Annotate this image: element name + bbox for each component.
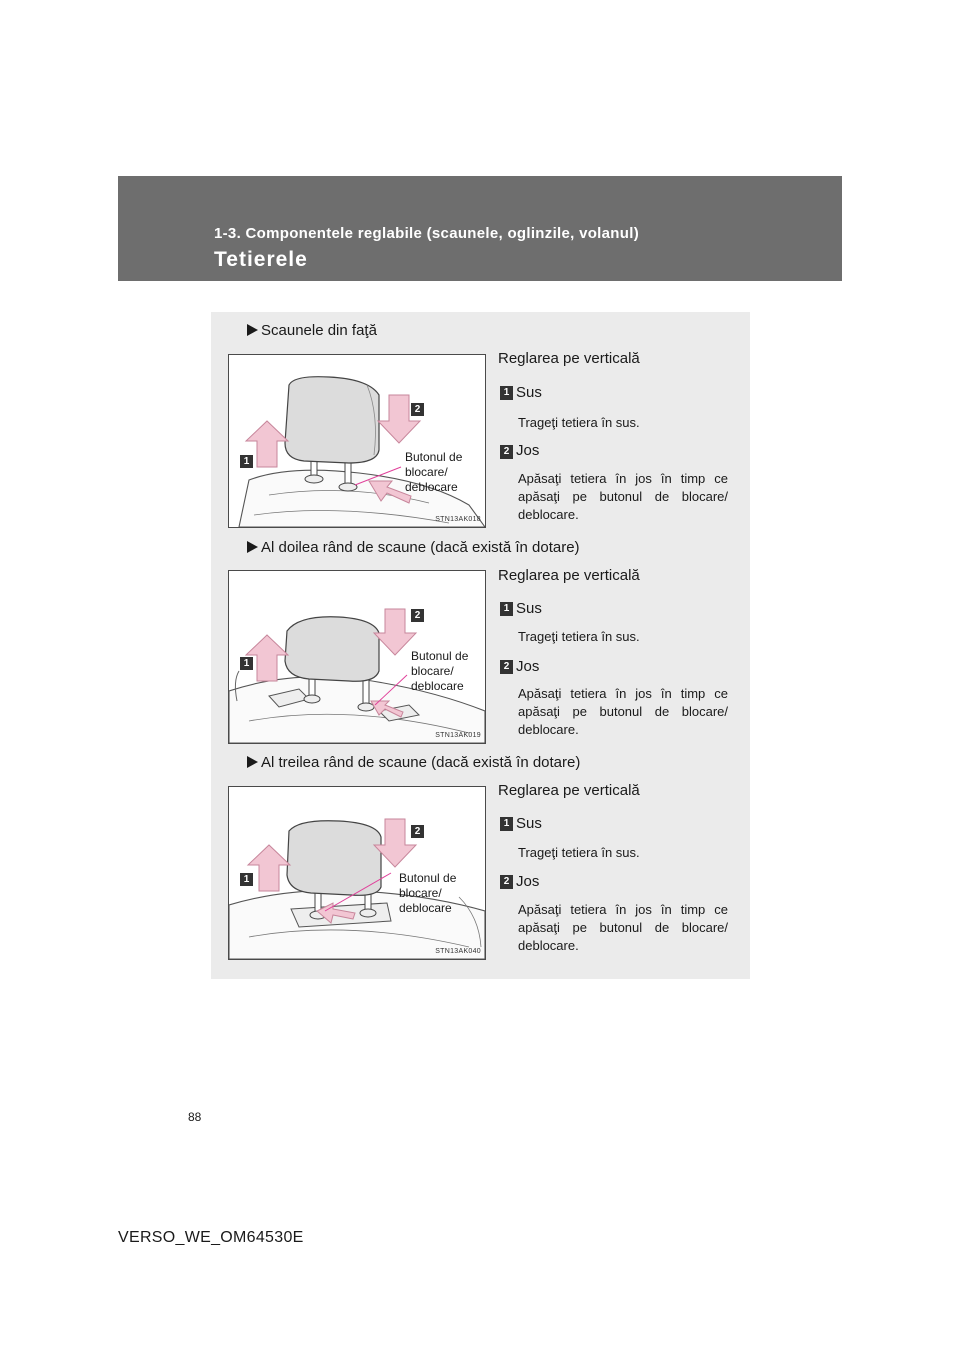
step-2-icon: 2	[500, 660, 513, 674]
step-1-icon: 1	[500, 817, 513, 831]
step-2-badge-icon: 2	[411, 609, 424, 622]
figure-code: STN13AK018	[435, 516, 481, 523]
step-2-title: Jos	[516, 658, 540, 675]
figure-third-row	[228, 786, 486, 960]
step-2-desc: Apăsaţi tetiera în jos în timp ce apăsaţi pe butonul de blocare/ deblocare.	[518, 902, 728, 953]
instructions-front	[498, 350, 730, 540]
page-header	[118, 176, 842, 281]
page-title: Tetierele	[214, 248, 308, 271]
adjust-label: Reglarea pe verticală	[498, 782, 640, 799]
step-1-badge-icon: 1	[240, 657, 253, 670]
lock-button-callout: Butonul de blocare/ deblocare	[411, 649, 469, 693]
step-2-badge-icon: 2	[411, 825, 424, 838]
section-heading-second-row: Al doilea rând de scaune (dacă există în dotare)	[247, 539, 580, 556]
document-code: VERSO_WE_OM64530E	[118, 1229, 304, 1246]
step-1-badge-icon: 1	[240, 455, 253, 468]
triangle-bullet-icon	[247, 541, 258, 553]
adjust-label: Reglarea pe verticală	[498, 567, 640, 584]
step-1-desc: Trageţi tetiera în sus.	[518, 845, 640, 860]
section-heading-front: Scaunele din faţă	[247, 322, 377, 339]
step-1-title: Sus	[516, 815, 542, 832]
step-1-title: Sus	[516, 384, 542, 401]
step-2-desc: Apăsaţi tetiera în jos în timp ce apăsaţi pe butonul de blocare/ deblocare.	[518, 471, 728, 522]
lock-button-callout: Butonul de blocare/ deblocare	[399, 871, 457, 915]
step-2-badge-icon: 2	[411, 403, 424, 416]
figure-code: STN13AK019	[435, 732, 481, 739]
step-1-badge-icon: 1	[240, 873, 253, 886]
step-1-title: Sus	[516, 600, 542, 617]
section-title: 1-3. Componentele reglabile (scaunele, oglinzile, volanul)	[214, 225, 639, 242]
lock-button-callout: Butonul de blocare/ deblocare	[405, 450, 463, 494]
step-2-title: Jos	[516, 873, 540, 890]
section-heading-third-row: Al treilea rând de scaune (dacă există în dotare)	[247, 754, 580, 771]
step-2-title: Jos	[516, 442, 540, 459]
adjust-label: Reglarea pe verticală	[498, 350, 640, 367]
step-1-icon: 1	[500, 602, 513, 616]
figure-code: STN13AK040	[435, 948, 481, 955]
instructions-third-row	[498, 782, 730, 972]
triangle-bullet-icon	[247, 324, 258, 336]
instructions-second-row	[498, 567, 730, 757]
figure-second-row	[228, 570, 486, 744]
headrest-front-illustration	[229, 355, 485, 527]
page-number: 88	[188, 1110, 202, 1124]
step-1-desc: Trageţi tetiera în sus.	[518, 629, 640, 644]
triangle-bullet-icon	[247, 756, 258, 768]
step-2-icon: 2	[500, 875, 513, 889]
step-1-desc: Trageţi tetiera în sus.	[518, 415, 640, 430]
step-1-icon: 1	[500, 386, 513, 400]
step-2-icon: 2	[500, 445, 513, 459]
figure-front-seat	[228, 354, 486, 528]
step-2-desc: Apăsaţi tetiera în jos în timp ce apăsaţi pe butonul de blocare/ deblocare.	[518, 686, 728, 737]
